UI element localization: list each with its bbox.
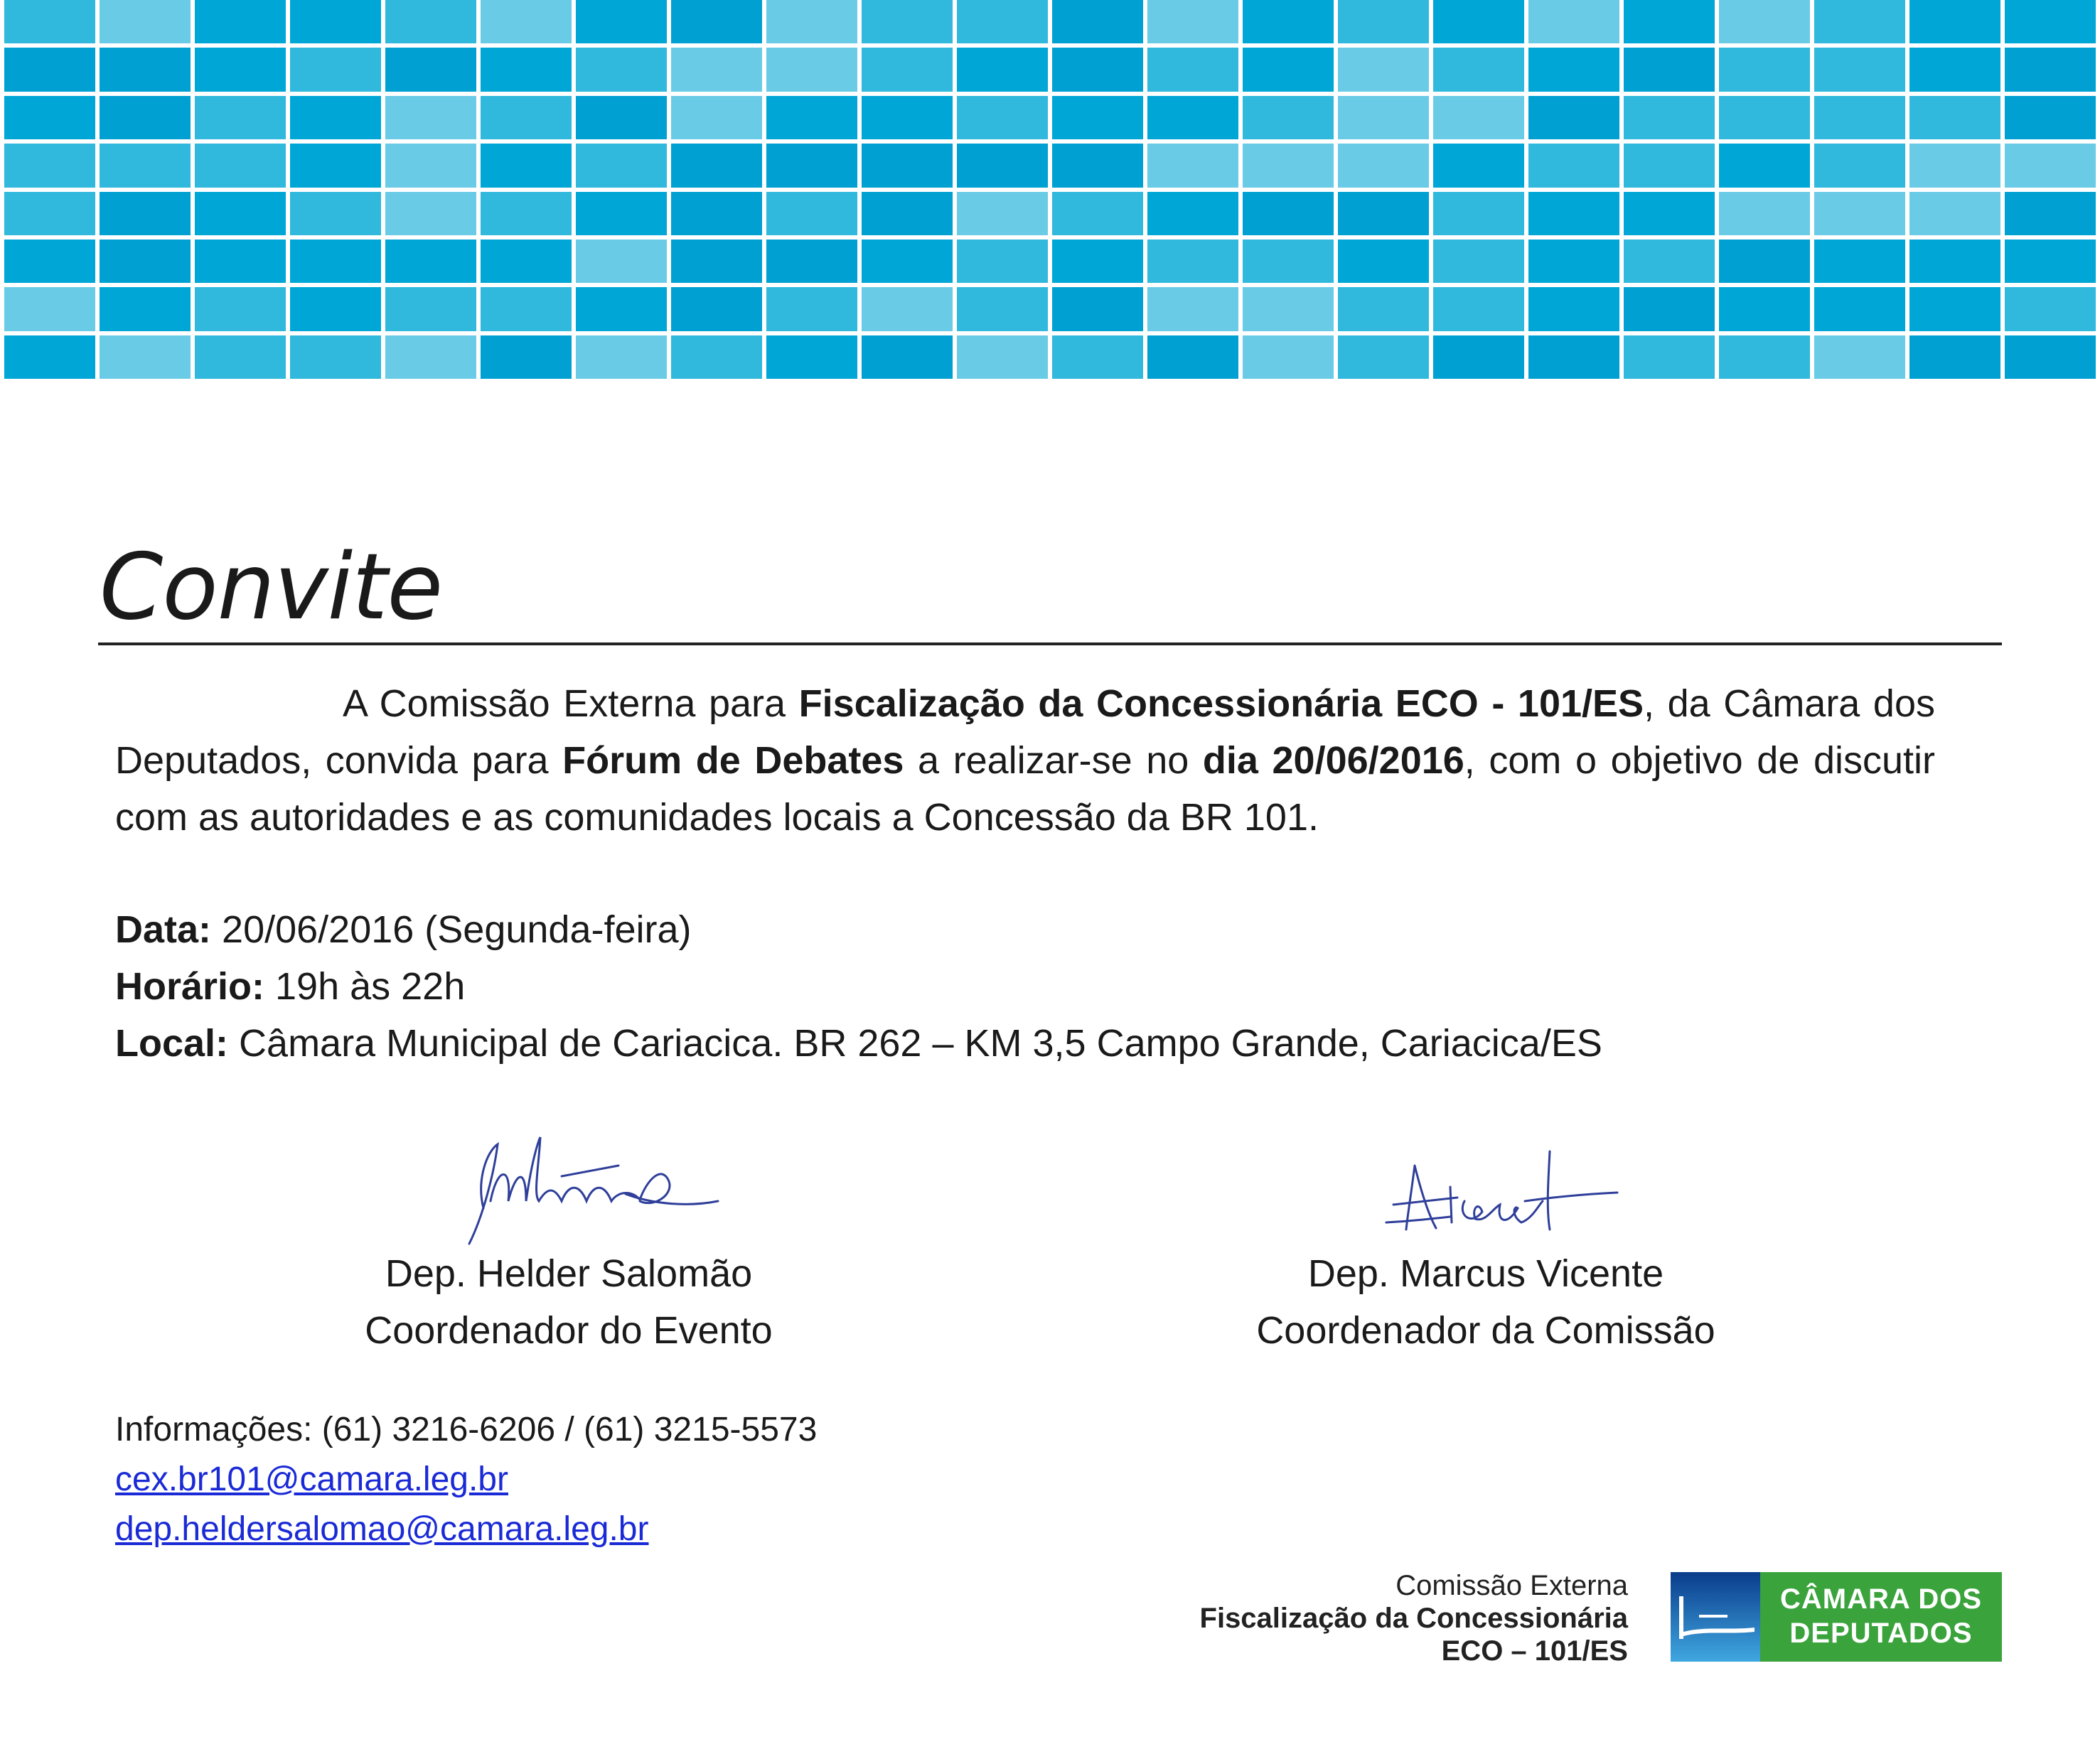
mosaic-tile <box>576 48 667 91</box>
mosaic-tile <box>1528 48 1619 91</box>
mosaic-tile <box>385 0 476 43</box>
mosaic-tile <box>1243 240 1334 283</box>
logo-line-1: CÂMARA DOS <box>1779 1583 1983 1615</box>
mosaic-tile <box>576 240 667 283</box>
mosaic-tile <box>1433 48 1524 91</box>
mosaic-tile <box>481 96 572 139</box>
mosaic-tile <box>290 287 381 330</box>
mosaic-tile <box>195 240 286 283</box>
mosaic-tile <box>2005 335 2096 379</box>
signature-marcus-vicente <box>1372 1137 1628 1244</box>
mosaic-tile <box>766 335 857 379</box>
paragraph-text-4: , com o objetivo de discutir com as autoridades e as comunidades locais a Concessão da BR 101. <box>115 739 1935 839</box>
mosaic-tile <box>1719 240 1810 283</box>
signatory-role: Coordenador do Evento <box>365 1309 773 1352</box>
footer-line-1: Comissão Externa <box>1395 1570 1628 1601</box>
mosaic-tile <box>481 144 572 187</box>
mosaic-tile <box>1909 287 2000 330</box>
mosaic-tile <box>1814 335 1905 379</box>
mosaic-tile <box>1338 287 1429 330</box>
signatory-name: Dep. Helder Salomão <box>385 1252 753 1295</box>
mosaic-tile <box>481 192 572 235</box>
mosaic-tile <box>862 144 953 187</box>
mosaic-tile <box>957 192 1048 235</box>
detail-place-label: Local: <box>115 1022 229 1065</box>
mosaic-tile <box>385 240 476 283</box>
mosaic-tile <box>1243 335 1334 379</box>
mosaic-tile <box>4 192 95 235</box>
email-link-deputy[interactable]: dep.heldersalomao@camara.leg.br <box>115 1510 649 1548</box>
mosaic-tile <box>481 240 572 283</box>
mosaic-tile <box>1052 240 1143 283</box>
mosaic-tile <box>1814 192 1905 235</box>
mosaic-tile <box>1814 48 1905 91</box>
mosaic-tile <box>1147 96 1238 139</box>
mosaic-tile <box>862 48 953 91</box>
invitation-title: Convite <box>100 534 443 640</box>
mosaic-tile <box>1909 96 2000 139</box>
footer-line-3: ECO – 101/ES <box>1441 1635 1628 1667</box>
mosaic-tile <box>862 287 953 330</box>
mosaic-tile <box>957 287 1048 330</box>
mosaic-tile <box>1624 240 1715 283</box>
mosaic-tile <box>766 96 857 139</box>
mosaic-tile <box>671 144 762 187</box>
event-details <box>115 901 1964 1072</box>
mosaic-tile <box>385 287 476 330</box>
mosaic-tile <box>576 335 667 379</box>
mosaic-tile <box>1624 335 1715 379</box>
mosaic-tile <box>4 48 95 91</box>
mosaic-tile <box>195 287 286 330</box>
mosaic-tile <box>957 335 1048 379</box>
mosaic-tile <box>385 144 476 187</box>
mosaic-tile <box>1528 192 1619 235</box>
mosaic-tile <box>290 144 381 187</box>
mosaic-tile <box>862 96 953 139</box>
mosaic-tile <box>1338 0 1429 43</box>
detail-place <box>115 1015 1964 1072</box>
mosaic-tile <box>1338 240 1429 283</box>
mosaic-tile <box>1243 144 1334 187</box>
signature-helder-salomao <box>455 1123 725 1251</box>
mosaic-tile <box>4 0 95 43</box>
mosaic-tile <box>1338 48 1429 91</box>
mosaic-tile <box>1147 287 1238 330</box>
mosaic-tile <box>1433 192 1524 235</box>
mosaic-tile <box>385 192 476 235</box>
contact-phones: Informações: (61) 3216-6206 / (61) 3215-5573 <box>115 1411 818 1448</box>
mosaic-tile <box>4 96 95 139</box>
mosaic-tile <box>195 0 286 43</box>
mosaic-tile <box>862 335 953 379</box>
contact-info <box>115 1405 817 1554</box>
mosaic-tile <box>1909 0 2000 43</box>
mosaic-tile <box>1624 96 1715 139</box>
mosaic-tile <box>957 144 1048 187</box>
mosaic-tile <box>1624 192 1715 235</box>
mosaic-tile <box>195 48 286 91</box>
mosaic-tile <box>1624 287 1715 330</box>
mosaic-tile <box>1528 96 1619 139</box>
mosaic-tile <box>1052 335 1143 379</box>
mosaic-tile <box>576 144 667 187</box>
paragraph-bold-event: Fórum de Debates <box>562 739 904 782</box>
mosaic-tile <box>1719 0 1810 43</box>
mosaic-tile <box>290 192 381 235</box>
detail-date-value: 20/06/2016 (Segunda-feira) <box>211 908 692 951</box>
mosaic-tile <box>1528 287 1619 330</box>
mosaic-tile <box>1147 144 1238 187</box>
detail-place-value: Câmara Municipal de Cariacica. BR 262 – KM 3,5 Campo Grande, Cariacica/ES <box>228 1022 1602 1065</box>
mosaic-tile <box>4 240 95 283</box>
mosaic-tile <box>290 96 381 139</box>
mosaic-tile <box>1052 0 1143 43</box>
mosaic-tile <box>1433 0 1524 43</box>
mosaic-tile <box>1052 287 1143 330</box>
mosaic-tile <box>766 144 857 187</box>
mosaic-tile <box>766 0 857 43</box>
detail-date-label: Data: <box>115 908 212 951</box>
mosaic-tile <box>385 335 476 379</box>
title-divider <box>98 642 2002 645</box>
mosaic-tile <box>100 96 191 139</box>
paragraph-bold-commission: Fiscalização da Concessionária ECO - 101/ES <box>798 682 1644 725</box>
mosaic-tile <box>1814 240 1905 283</box>
mosaic-tile <box>1719 192 1810 235</box>
mosaic-tile <box>195 335 286 379</box>
mosaic-tile <box>1147 48 1238 91</box>
mosaic-tile <box>481 287 572 330</box>
mosaic-tile <box>1433 144 1524 187</box>
camara-logo-mark-icon <box>1671 1572 1760 1662</box>
mosaic-tile <box>481 0 572 43</box>
mosaic-tile <box>100 240 191 283</box>
mosaic-tile <box>385 96 476 139</box>
mosaic-tile <box>1433 335 1524 379</box>
mosaic-tile <box>2005 240 2096 283</box>
paragraph-text-2: , da Câmara dos Deputados, convida para <box>115 682 1935 782</box>
mosaic-tile <box>4 287 95 330</box>
mosaic-tile <box>1719 335 1810 379</box>
mosaic-tile <box>290 48 381 91</box>
mosaic-tile <box>862 240 953 283</box>
mosaic-tile <box>766 287 857 330</box>
mosaic-tile <box>1147 0 1238 43</box>
mosaic-tile <box>1719 96 1810 139</box>
mosaic-tile <box>576 287 667 330</box>
footer-line-2: Fiscalização da Concessionária <box>1199 1603 1628 1634</box>
paragraph-text-1: A Comissão Externa para <box>343 682 799 725</box>
mosaic-tile <box>1243 96 1334 139</box>
mosaic-tile <box>290 240 381 283</box>
camara-logo-name <box>1767 1582 1995 1650</box>
logo-line-2: DEPUTADOS <box>1789 1618 1973 1649</box>
mosaic-tile <box>1243 0 1334 43</box>
mosaic-tile <box>1338 335 1429 379</box>
mosaic-tile <box>1814 287 1905 330</box>
mosaic-tile <box>1433 287 1524 330</box>
mosaic-tile <box>1814 0 1905 43</box>
mosaic-tile <box>671 96 762 139</box>
mosaic-tile <box>1909 48 2000 91</box>
mosaic-tile <box>1147 335 1238 379</box>
mosaic-tile <box>957 48 1048 91</box>
mosaic-tile <box>671 0 762 43</box>
mosaic-tile <box>1528 0 1619 43</box>
mosaic-tile <box>1338 144 1429 187</box>
mosaic-tile <box>576 192 667 235</box>
mosaic-tile <box>481 48 572 91</box>
header-mosaic-banner <box>0 0 2100 387</box>
mosaic-tile <box>1909 335 2000 379</box>
mosaic-tile <box>576 96 667 139</box>
mosaic-tile <box>576 0 667 43</box>
mosaic-tile <box>100 144 191 187</box>
mosaic-tile <box>1719 144 1810 187</box>
mosaic-tile <box>766 192 857 235</box>
mosaic-tile <box>1243 287 1334 330</box>
footer-commission-label <box>1109 1569 1628 1667</box>
mosaic-tile <box>4 335 95 379</box>
mosaic-tile <box>1814 144 1905 187</box>
mosaic-tile <box>2005 0 2096 43</box>
signatory-name: Dep. Marcus Vicente <box>1307 1252 1664 1295</box>
mosaic-tile <box>1909 192 2000 235</box>
mosaic-tile <box>671 287 762 330</box>
mosaic-tile <box>671 192 762 235</box>
mosaic-tile <box>195 96 286 139</box>
mosaic-tile <box>1433 240 1524 283</box>
paragraph-text-3: a realizar-se no <box>904 739 1203 782</box>
detail-time-value: 19h às 22h <box>264 965 466 1008</box>
mosaic-tile <box>2005 287 2096 330</box>
mosaic-tile <box>766 48 857 91</box>
mosaic-tile <box>2005 96 2096 139</box>
mosaic-tile <box>1624 48 1715 91</box>
mosaic-tile <box>862 192 953 235</box>
mosaic-tile <box>385 48 476 91</box>
signatory-role: Coordenador da Comissão <box>1256 1309 1715 1352</box>
mosaic-tile <box>1814 96 1905 139</box>
signatory-marcus-vicente <box>1166 1245 1806 1359</box>
mosaic-tile <box>671 335 762 379</box>
mosaic-tile <box>100 335 191 379</box>
mosaic-tile <box>957 0 1048 43</box>
camara-dos-deputados-logo <box>1671 1572 2002 1662</box>
mosaic-tile <box>290 0 381 43</box>
mosaic-tile <box>1052 144 1143 187</box>
mosaic-tile <box>195 192 286 235</box>
mosaic-tile <box>1243 48 1334 91</box>
detail-time <box>115 958 1964 1015</box>
mosaic-tile <box>2005 192 2096 235</box>
mosaic-tile <box>957 240 1048 283</box>
mosaic-tile <box>2005 144 2096 187</box>
mosaic-tile <box>1052 192 1143 235</box>
email-link-commission[interactable]: cex.br101@camara.leg.br <box>115 1461 508 1498</box>
mosaic-tile <box>1528 144 1619 187</box>
mosaic-tile <box>766 240 857 283</box>
mosaic-tile <box>100 48 191 91</box>
mosaic-tile <box>4 144 95 187</box>
mosaic-tile <box>1243 192 1334 235</box>
invitation-paragraph <box>115 675 1935 846</box>
detail-time-label: Horário: <box>115 965 265 1008</box>
mosaic-tile <box>1052 96 1143 139</box>
signatory-helder-salomao <box>284 1245 853 1359</box>
mosaic-tile <box>1624 144 1715 187</box>
mosaic-tile <box>100 0 191 43</box>
mosaic-tile <box>2005 48 2096 91</box>
mosaic-tile <box>1052 48 1143 91</box>
mosaic-tile <box>1528 240 1619 283</box>
mosaic-tile <box>1528 335 1619 379</box>
mosaic-tile <box>671 240 762 283</box>
mosaic-tile <box>1909 240 2000 283</box>
mosaic-tile <box>1719 48 1810 91</box>
mosaic-tile <box>671 48 762 91</box>
mosaic-tile <box>1147 240 1238 283</box>
detail-date <box>115 901 1964 958</box>
mosaic-tile <box>1624 0 1715 43</box>
mosaic-tile <box>195 144 286 187</box>
mosaic-tile <box>1338 96 1429 139</box>
mosaic-tile <box>290 335 381 379</box>
mosaic-tile <box>1433 96 1524 139</box>
mosaic-tile <box>957 96 1048 139</box>
mosaic-tile <box>100 287 191 330</box>
mosaic-tile <box>1338 192 1429 235</box>
mosaic-tile <box>1147 192 1238 235</box>
mosaic-tile <box>1719 287 1810 330</box>
mosaic-tile <box>100 192 191 235</box>
mosaic-tile <box>862 0 953 43</box>
mosaic-tile <box>1909 144 2000 187</box>
paragraph-bold-date: dia 20/06/2016 <box>1202 739 1464 782</box>
mosaic-tile <box>481 335 572 379</box>
